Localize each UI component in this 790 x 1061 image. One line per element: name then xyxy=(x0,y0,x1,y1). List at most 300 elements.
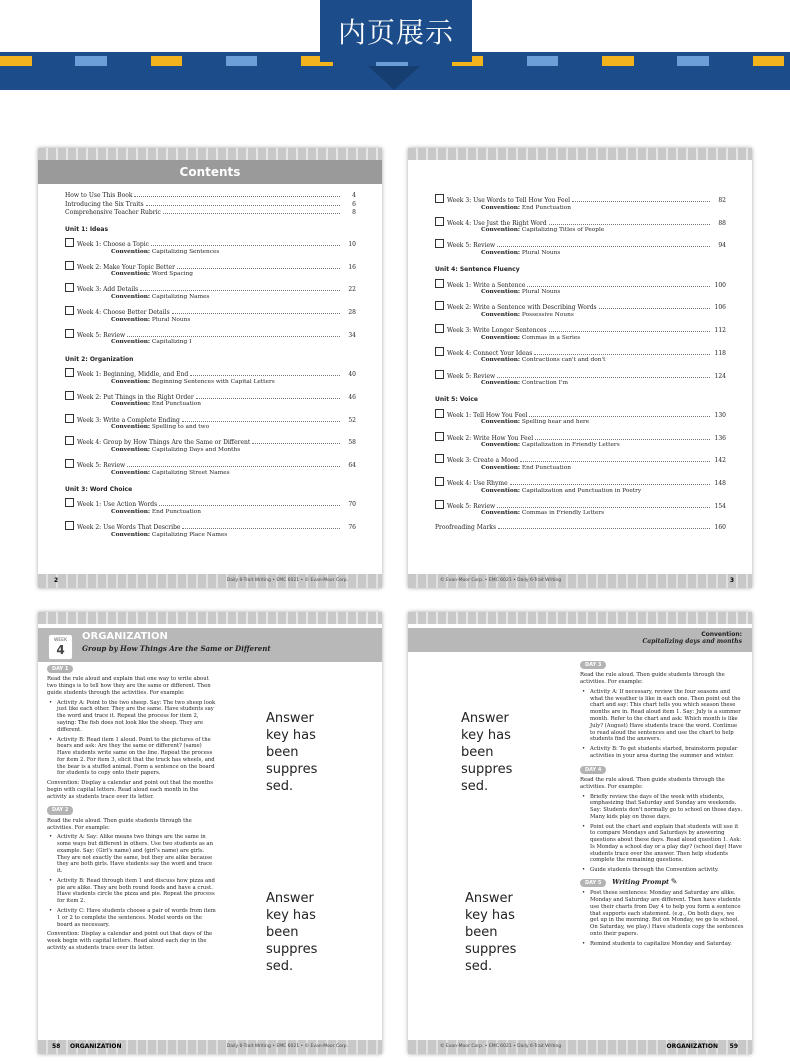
answer-key-notice: Answer key has been suppres sed. xyxy=(266,891,318,974)
toc-convention xyxy=(65,532,356,539)
footer-text: © Evan-Moor Corp. • EMC 6021 • Daily 6-Trait Writing xyxy=(440,578,562,583)
toc-convention xyxy=(65,470,356,477)
toc-page: 4 xyxy=(352,192,356,199)
toc-leader xyxy=(535,439,710,440)
convention-label: Convention: xyxy=(111,531,151,538)
toc-entry xyxy=(65,283,356,294)
toc-leader xyxy=(182,528,340,529)
toc-week xyxy=(435,301,726,319)
toc-entry xyxy=(65,209,356,217)
convention-label: Convention: xyxy=(111,424,151,431)
toc-title: Week 3: Add Details xyxy=(65,283,138,294)
toc-title: Week 3: Write a Complete Ending xyxy=(65,414,180,425)
toc-page: 148 xyxy=(714,480,726,488)
toc-entry xyxy=(435,217,726,228)
convention-text: Spelling to and two xyxy=(151,424,210,431)
toc-list xyxy=(38,184,382,539)
convention-label: Convention: xyxy=(481,334,521,341)
convention-text: Spelling hear and here xyxy=(521,419,590,426)
toc-leader xyxy=(527,286,710,287)
list-item: • Point out the chart and explain that students will use it to compare Mondays and Saturdays by answering questions about these days. Read aloud question 1. Ask: Is Monday a school day or a play day? (school day) Have students trace over the answer. Then help students complete the remaining questions. xyxy=(588,824,744,865)
toc-convention xyxy=(65,509,356,516)
convention-label: Convention: xyxy=(481,464,521,471)
convention-label: Convention: xyxy=(481,487,521,494)
convention-text: Capitalizing Titles of People xyxy=(521,227,605,234)
toc-entry xyxy=(435,194,726,205)
convention-label: Convention: xyxy=(481,249,521,256)
list-item: • Remind students to capitalize Monday and Saturday. xyxy=(588,941,744,948)
toc-page: 136 xyxy=(714,434,726,442)
week-number: 4 xyxy=(56,643,65,657)
footer-text: Daily 6-Trait Writing • EMC 6021 • © Evan-Moor Corp. xyxy=(226,1044,348,1049)
page-footer xyxy=(408,574,752,588)
convention-label: Convention: xyxy=(111,378,151,385)
toc-week xyxy=(435,432,726,450)
toc-week xyxy=(435,217,726,235)
toc-week xyxy=(435,194,726,212)
toc-title: Week 1: Tell How You Feel xyxy=(435,409,527,420)
convention-label: Convention: xyxy=(481,419,521,426)
toc-leader xyxy=(151,245,340,246)
toc-week xyxy=(435,370,726,388)
convention-title xyxy=(643,631,742,645)
toc-week xyxy=(435,477,726,495)
toc-entry xyxy=(65,368,356,379)
toc-week xyxy=(435,347,726,365)
toc-title: Proofreading Marks xyxy=(435,523,497,531)
toc-entry xyxy=(435,301,726,312)
toc-leader xyxy=(140,290,340,291)
footer-section: ORGANIZATION xyxy=(70,1043,122,1050)
toc-convention xyxy=(435,250,726,257)
toc-convention xyxy=(435,205,726,212)
toc-entry xyxy=(65,498,356,509)
answer-key-notice: Answer key has been suppres sed. xyxy=(461,711,513,794)
toc-leader xyxy=(529,416,710,417)
toc-page: 142 xyxy=(714,457,726,465)
writing-prompt-label: Writing Prompt xyxy=(612,877,670,886)
convention-label: Convention: xyxy=(481,510,521,517)
convention-label: Convention: xyxy=(111,469,151,476)
convention-subtitle: Capitalizing days and months xyxy=(642,638,742,645)
stripe-segment xyxy=(188,56,220,66)
page-top-strip xyxy=(38,612,382,624)
page-top-strip xyxy=(408,612,752,624)
toc-page: 6 xyxy=(352,200,356,208)
toc-leader xyxy=(134,196,340,197)
toc-leader xyxy=(159,505,340,506)
unit-heading: Unit 5: Voice xyxy=(435,396,478,404)
stripe-segment xyxy=(75,56,107,66)
toc-title: Week 5: Review xyxy=(435,500,495,511)
toc-week xyxy=(435,279,726,297)
toc-week xyxy=(65,436,356,454)
page-organization-58 xyxy=(38,612,382,1054)
toc-entry xyxy=(435,409,726,420)
paragraph: Read the rule aloud. Then guide students through the activities. For example: xyxy=(580,776,725,790)
toc-list xyxy=(408,160,752,531)
contents-heading: Contents xyxy=(38,160,382,184)
toc-week xyxy=(65,283,356,301)
page-top-strip xyxy=(408,148,752,160)
toc-page: 52 xyxy=(348,416,356,424)
toc-leader xyxy=(549,331,710,332)
toc-title: Week 3: Write Longer Sentences xyxy=(435,324,547,335)
convention-label: Convention: xyxy=(481,380,521,387)
toc-entry xyxy=(435,239,726,250)
toc-entry xyxy=(435,347,726,358)
convention-label: Convention: xyxy=(481,357,521,364)
toc-entry xyxy=(435,477,726,488)
toc-title: Week 2: Use Words That Describe xyxy=(65,521,180,532)
list-item: • Activity B: To get students started, brainstorm popular activities in your area during the summer and winter. xyxy=(588,746,744,760)
convention-label: Convention: xyxy=(111,271,151,278)
toc-week xyxy=(435,409,726,427)
toc-page: 124 xyxy=(714,372,726,380)
convention-text: Capitalizing Sentences xyxy=(151,248,220,255)
toc-leader xyxy=(510,484,710,485)
paragraph: Convention: Display a calendar and point out that the months begin with capital letters. Read aloud each month in the activity as students trace over its letter. xyxy=(47,780,213,800)
convention-label: Convention: xyxy=(111,446,151,453)
toc-leader xyxy=(497,507,710,508)
toc-convention xyxy=(65,447,356,454)
toc-convention xyxy=(435,488,726,495)
stripe-segment xyxy=(677,56,709,66)
toc-title: Week 5: Review xyxy=(435,239,495,250)
toc-entry xyxy=(65,414,356,425)
toc-title: Week 4: Use Just the Right Word xyxy=(435,217,547,228)
convention-text: Plural Nouns xyxy=(521,289,561,296)
convention-text: Commas in a Series xyxy=(521,334,581,341)
toc-leader xyxy=(252,443,340,444)
stripe-segment xyxy=(489,56,521,66)
convention-text: Contraction I'm xyxy=(521,380,569,387)
toc-leader xyxy=(599,308,710,309)
convention-text: Plural Nouns xyxy=(521,249,561,256)
toc-page: 130 xyxy=(714,411,726,419)
convention-text: End Punctuation xyxy=(521,204,571,211)
toc-title: Introducing the Six Traits xyxy=(65,200,144,208)
toc-entry xyxy=(65,329,356,340)
unit-heading: Unit 1: Ideas xyxy=(65,225,109,233)
toc-page: 154 xyxy=(714,502,726,510)
toc-entry xyxy=(435,432,726,443)
toc-page: 46 xyxy=(348,393,356,401)
toc-title: Week 4: Connect Your Ideas xyxy=(435,347,532,358)
toc-convention xyxy=(65,249,356,256)
paragraph: Read the rule aloud. Then guide students through the activities. For example: xyxy=(580,672,725,686)
pencil-icon: ✎ xyxy=(670,876,678,886)
list-item: • Activity C: Have students choose a pair of words from item 1 or 2 to complete the sentences. Model words on the board as necessary. xyxy=(55,908,217,928)
toc-page: 40 xyxy=(348,371,356,379)
toc-page: 58 xyxy=(348,439,356,447)
toc-title: Week 2: Write a Sentence with Describing Words xyxy=(435,301,597,312)
toc-leader xyxy=(520,461,710,462)
toc-entry xyxy=(65,261,356,272)
toc-page: 82 xyxy=(718,197,726,204)
convention-text: Capitalization in Friendly Letters xyxy=(521,442,620,449)
convention-label: Convention: xyxy=(111,248,151,255)
toc-page: 34 xyxy=(348,331,356,339)
toc-convention xyxy=(435,510,726,517)
convention-label: Convention: xyxy=(111,293,151,300)
toc-leader xyxy=(498,528,710,529)
paragraph: Read the rule aloud. Then guide students through the activities. For example: xyxy=(47,817,192,831)
banner-arrow-icon xyxy=(368,66,420,90)
toc-page: 94 xyxy=(718,242,726,250)
day-tag: DAY 5 xyxy=(580,879,606,887)
toc-entry xyxy=(435,324,726,335)
toc-convention xyxy=(435,442,726,449)
stripe-segment xyxy=(226,56,258,66)
toc-page: 160 xyxy=(714,523,726,531)
footer-text: © Evan-Moor Corp. • EMC 6021 • Daily 6-Trait Writing xyxy=(440,1044,562,1049)
toc-leader xyxy=(534,354,710,355)
stripe-segment xyxy=(38,56,70,66)
toc-convention xyxy=(435,289,726,296)
toc-leader xyxy=(196,398,340,399)
toc-title: Week 4: Use Rhyme xyxy=(435,477,508,488)
stripe-segment xyxy=(715,56,747,66)
toc-week xyxy=(65,391,356,409)
footer-section: ORGANIZATION xyxy=(666,1043,718,1050)
paragraph: Convention: Display a calendar and point out that days of the week begin with capital letters. Read aloud each day in the activity as students trace over its letter. xyxy=(47,931,213,951)
page-footer xyxy=(38,574,382,588)
convention-label: Convention: xyxy=(481,311,521,318)
convention-label: Convention: xyxy=(481,227,521,234)
toc-week xyxy=(65,498,356,516)
toc-leader xyxy=(182,421,340,422)
toc-week xyxy=(435,324,726,342)
toc-title: Week 2: Make Your Topic Better xyxy=(65,261,175,272)
toc-convention xyxy=(65,424,356,431)
toc-convention xyxy=(435,380,726,387)
toc-week xyxy=(65,306,356,324)
page-footer xyxy=(38,1040,382,1054)
toc-entry xyxy=(65,459,356,470)
toc-page: 106 xyxy=(714,304,726,312)
toc-title: Week 3: Create a Mood xyxy=(435,454,518,465)
toc-title: Week 2: Put Things in the Right Order xyxy=(65,391,194,402)
toc-convention xyxy=(435,465,726,472)
toc-week xyxy=(65,521,356,539)
list-item: • Activity B: Read through item 1 and discuss how pizza and pie are alike. They are both round foods and have a crust. Have students circle the pizza and pie. Repeat the process for item 2. xyxy=(55,878,217,905)
toc-title: Week 5: Review xyxy=(435,370,495,381)
toc-page: 64 xyxy=(348,462,356,470)
toc-entry xyxy=(65,201,356,209)
convention-text: Beginning Sentences with Capital Letters xyxy=(151,378,275,385)
week-label: WEEK xyxy=(53,638,68,643)
toc-title: Week 1: Use Action Words xyxy=(65,498,157,509)
toc-title: Week 2: Write How You Feel xyxy=(435,432,533,443)
toc-entry xyxy=(65,436,356,447)
toc-page: 118 xyxy=(714,349,726,357)
convention-text: Capitalizing Days and Months xyxy=(151,446,241,453)
toc-page: 22 xyxy=(348,286,356,294)
toc-title: Week 4: Group by How Things Are the Same or Different xyxy=(65,436,250,447)
toc-entry xyxy=(435,500,726,511)
toc-title: Week 1: Write a Sentence xyxy=(435,279,525,290)
stripe-segment xyxy=(113,56,145,66)
unit-heading: Unit 2: Organization xyxy=(65,355,134,363)
toc-page: 70 xyxy=(348,501,356,509)
toc-convention xyxy=(65,271,356,278)
page-top-strip xyxy=(38,148,382,160)
stripe-segment xyxy=(753,56,785,66)
page-number: 59 xyxy=(729,1043,738,1050)
list-item: • Activity A: Point to the two sheep. Say: The two sheep look just like each other. They are the same. Have students say the word and trace it. Repeat the process for item 2, saying: The fish does not look like the sheep. They are different. xyxy=(55,700,217,734)
toc-convention xyxy=(65,317,356,324)
week-badge xyxy=(48,634,73,660)
toc-page: 28 xyxy=(348,309,356,317)
toc-title: Week 3: Use Words to Tell How You Feel xyxy=(435,194,570,205)
list-item: • Activity A: Say: Alike means two things are the same in some ways but different in others. Use two students as an example. Say: (Girl's name) and (girl's name) are girls. They are not exactly the same, but they are alike because they are both girls. Have students say the word and trace it. xyxy=(55,834,217,875)
convention-label: Convention: xyxy=(111,401,151,408)
page-footer xyxy=(408,1040,752,1054)
toc-page: 8 xyxy=(352,209,356,216)
toc-week xyxy=(65,329,356,347)
toc-leader xyxy=(497,377,710,378)
list-item: • Activity A: If necessary, review the four seasons and what the weather is like in each one. Then point out the chart and say: This chart tells you which season these months are in. Read aloud item 1. Say: July is a summer month. Refer to the chart and ask: Which month is like July? (August) Have students trace the word. Continue to read aloud the sentences and use the chart to help students find the answers. xyxy=(588,689,744,743)
toc-entry xyxy=(65,192,356,200)
toc-week xyxy=(435,239,726,257)
convention-label: Convention: xyxy=(111,339,151,346)
toc-leader xyxy=(497,246,710,247)
convention-label: Convention: xyxy=(481,442,521,449)
convention-text: End Punctuation xyxy=(521,464,571,471)
stripe-segment xyxy=(527,56,559,66)
toc-week xyxy=(65,414,356,432)
toc-leader xyxy=(549,224,710,225)
stripe-segment xyxy=(151,56,183,66)
convention-text: Plural Nouns xyxy=(151,316,191,323)
convention-label: Convention: xyxy=(481,289,521,296)
page-number: 2 xyxy=(54,577,59,584)
stripe-segment xyxy=(263,56,295,66)
toc-week xyxy=(65,261,356,279)
toc-entry xyxy=(65,238,356,249)
convention-text: Capitalizing I xyxy=(151,339,192,346)
toc-page: 76 xyxy=(348,524,356,532)
stripe-segment xyxy=(564,56,596,66)
toc-convention xyxy=(435,312,726,319)
convention-label: Convention: xyxy=(701,631,742,638)
toc-leader xyxy=(163,213,340,214)
convention-text: Capitalizing Names xyxy=(151,293,210,300)
toc-leader xyxy=(127,466,340,467)
paragraph: Read the rule aloud and explain that one way to write about two things is to tell how they are the same or different. Then guide students through the activities. For example: xyxy=(47,676,211,696)
toc-entry xyxy=(435,524,726,532)
toc-title: How to Use This Book xyxy=(65,192,133,199)
toc-convention xyxy=(65,401,356,408)
toc-title: Comprehensive Teacher Rubric xyxy=(65,209,161,216)
toc-page: 16 xyxy=(348,263,356,271)
convention-text: Possessive Nouns xyxy=(521,311,574,318)
toc-convention xyxy=(65,294,356,301)
footer-text: Daily 6-Trait Writing • EMC 6021 • © Evan-Moor Corp. xyxy=(226,578,348,583)
convention-text: Capitalizing Place Names xyxy=(151,531,228,538)
stripe-segment xyxy=(602,56,634,66)
section-title: ORGANIZATION xyxy=(82,631,168,642)
convention-label: Convention: xyxy=(481,204,521,211)
section-subtitle: Group by How Things Are the Same or Different xyxy=(82,644,271,653)
toc-leader xyxy=(190,375,340,376)
toc-page: 100 xyxy=(714,281,726,289)
toc-entry xyxy=(65,521,356,532)
page-number: 58 xyxy=(52,1043,61,1050)
list-item: • Activity B: Read item 1 aloud. Point to the pictures of the bears and ask: Are they the same or different? (same) Have students write same on the line. Repeat the process for item 2. For item 3, elicit that the truck has wheels, and the bear is a stuffed animal. Form a sentence on the board for students to copy onto their papers. xyxy=(55,737,217,778)
page-organization-59 xyxy=(408,612,752,1054)
toc-entry xyxy=(435,454,726,465)
lesson-text xyxy=(47,662,217,955)
toc-leader xyxy=(146,205,340,206)
toc-week xyxy=(435,454,726,472)
banner xyxy=(0,0,790,95)
toc-leader xyxy=(177,268,340,269)
toc-convention xyxy=(435,335,726,342)
answer-key-notice: Answer key has been suppres sed. xyxy=(266,711,318,794)
toc-title: Week 4: Choose Better Details xyxy=(65,306,170,317)
day-tag: DAY 2 xyxy=(47,806,73,814)
lesson-text xyxy=(580,658,744,950)
toc-week xyxy=(65,368,356,386)
toc-page: 88 xyxy=(718,219,726,227)
day-tag: DAY 3 xyxy=(580,661,606,669)
unit-heading: Unit 4: Sentence Fluency xyxy=(435,266,520,274)
toc-week xyxy=(65,459,356,477)
toc-convention xyxy=(65,339,356,346)
page-contents-right xyxy=(408,148,752,588)
convention-text: Capitalization and Punctuation in Poetry xyxy=(521,487,642,494)
toc-entry xyxy=(435,370,726,381)
toc-title: Week 5: Review xyxy=(65,459,125,470)
toc-convention xyxy=(435,227,726,234)
convention-text: Commas in Friendly Letters xyxy=(521,510,605,517)
toc-leader xyxy=(127,336,340,337)
toc-title: Week 1: Choose a Topic xyxy=(65,238,149,249)
convention-text: Word Spacing xyxy=(151,271,193,278)
list-item: • Post these sentences: Monday and Saturday are alike. Monday and Saturday are different. Then have students use their charts from Day 4 to help you form a sentence that supports each statement. (e.g., On both days, we get up in the morning. But on Monday, we go to school. On Saturday, we play.) Have students copy the sentences onto their papers. xyxy=(588,890,744,937)
unit-heading: Unit 3: Word Choice xyxy=(65,485,133,493)
toc-title: Week 5: Review xyxy=(65,329,125,340)
toc-leader xyxy=(172,313,340,314)
page-number: 3 xyxy=(729,577,734,584)
toc-entry xyxy=(65,391,356,402)
banner-title: 内页展示 xyxy=(320,0,472,62)
toc-entry xyxy=(65,306,356,317)
toc-week xyxy=(435,500,726,518)
list-item: • Guide students through the Convention activity. xyxy=(588,867,744,874)
stripe-segment xyxy=(640,56,672,66)
toc-title: Week 1: Beginning, Middle, and End xyxy=(65,368,188,379)
convention-label: Convention: xyxy=(111,508,151,515)
convention-text: Capitalizing Street Names xyxy=(151,469,230,476)
toc-convention xyxy=(435,419,726,426)
toc-page: 112 xyxy=(714,327,726,335)
page-contents-left xyxy=(38,148,382,588)
toc-entry xyxy=(435,279,726,290)
convention-text: End Punctuation xyxy=(151,508,201,515)
convention-text: End Punctuation xyxy=(151,401,201,408)
toc-convention xyxy=(65,379,356,386)
toc-page: 10 xyxy=(348,241,356,248)
stripe-segment xyxy=(0,56,32,66)
toc-convention xyxy=(435,357,726,364)
answer-key-notice: Answer key has been suppres sed. xyxy=(465,891,517,974)
convention-label: Convention: xyxy=(111,316,151,323)
day-tag: DAY 4 xyxy=(580,766,606,774)
toc-leader xyxy=(572,201,710,202)
